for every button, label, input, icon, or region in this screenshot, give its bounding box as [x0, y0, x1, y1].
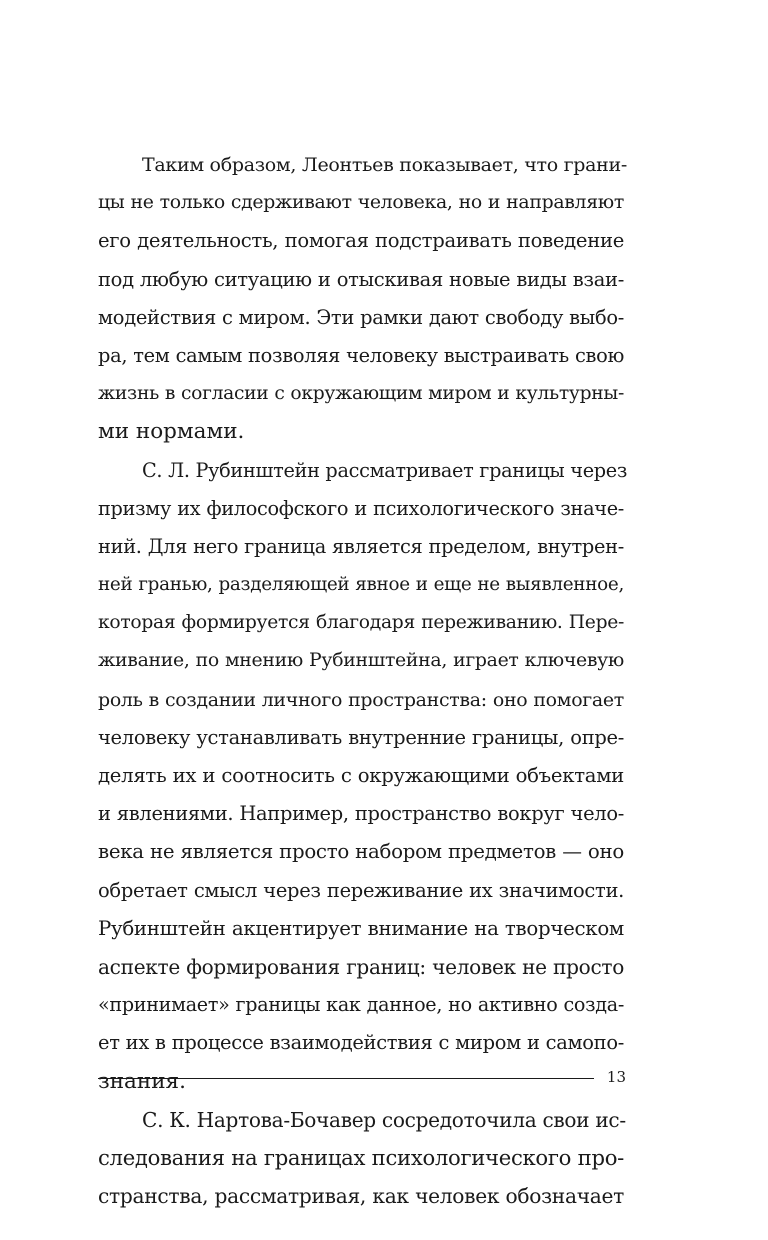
- paragraph-1-line: Таким образом, Леонтьев показывает, что грани-: [142, 154, 628, 176]
- paragraph-1-line: ра, тем самым позволяя человеку выстраивать свою: [98, 343, 624, 367]
- body-text: [98, 146, 628, 1215]
- paragraph-1-line: цы не только сдерживают человека, но и направляют: [98, 192, 624, 214]
- paragraph-2-line: аспекте формирования границ: человек не просто: [98, 954, 624, 979]
- paragraph-2-line: роль в создании личного пространства: оно помогает: [98, 688, 624, 711]
- paragraph-2-line: ет их в процессе взаимодействия с миром и самопо-: [98, 1031, 624, 1055]
- paragraph-2-line: живание, по мнению Рубинштейна, играет ключевую: [98, 650, 624, 672]
- paragraph-2-line: ний. Для него граница является пределом, внутрен-: [98, 534, 624, 558]
- paragraph-2-line: человеку устанавливать внутренние границы, опре-: [98, 725, 624, 749]
- paragraph-1-line: его деятельность, помогая подстраивать поведение: [98, 229, 624, 253]
- paragraph-1-line: под любую ситуацию и отыскивая новые виды взаи-: [98, 267, 624, 291]
- paragraph-3-line: С. К. Нартова-Бочавер сосредоточила свои ис-: [142, 1107, 626, 1132]
- paragraph-2-line: Рубинштейн акцентирует внимание на творческом: [98, 916, 624, 940]
- paragraph-3-line: следования на границах психологического про-: [98, 1144, 624, 1170]
- paragraph-2-line: века не является просто набором предметов — оно: [98, 840, 624, 864]
- paragraph-2-line: обретает смысл через переживание их значимости.: [98, 878, 624, 902]
- paragraph-2-line: делять их и соотносить с окружающими объектами: [98, 764, 624, 787]
- paragraph-1-line: жизнь в согласии с окружающим миром и культурны-: [98, 383, 624, 405]
- footer-divider: [98, 1078, 594, 1079]
- page-number: 13: [606, 1068, 626, 1086]
- paragraph-2-line: ней гранью, разделяющей явное и еще не выявленное,: [98, 574, 624, 596]
- paragraph-2-line: призму их философского и психологического значе-: [98, 496, 624, 520]
- paragraph-2-line: «принимает» границы как данное, но активно созда-: [98, 993, 624, 1017]
- paragraph-1-line: ми нормами.: [98, 419, 245, 445]
- paragraph-1-line: модействия с миром. Эти рамки дают свободу выбо-: [98, 305, 624, 329]
- paragraph-3-line: странства, рассматривая, как человек обозначает: [98, 1184, 624, 1209]
- paragraph-2-line: и явлениями. Например, пространство вокруг чело-: [98, 802, 624, 826]
- paragraph-2-line: знания.: [98, 1068, 186, 1094]
- paragraph-2-line: которая формируется благодаря переживанию. Пере-: [98, 612, 624, 634]
- paragraph-2-line: С. Л. Рубинштейн рассматривает границы через: [142, 458, 628, 482]
